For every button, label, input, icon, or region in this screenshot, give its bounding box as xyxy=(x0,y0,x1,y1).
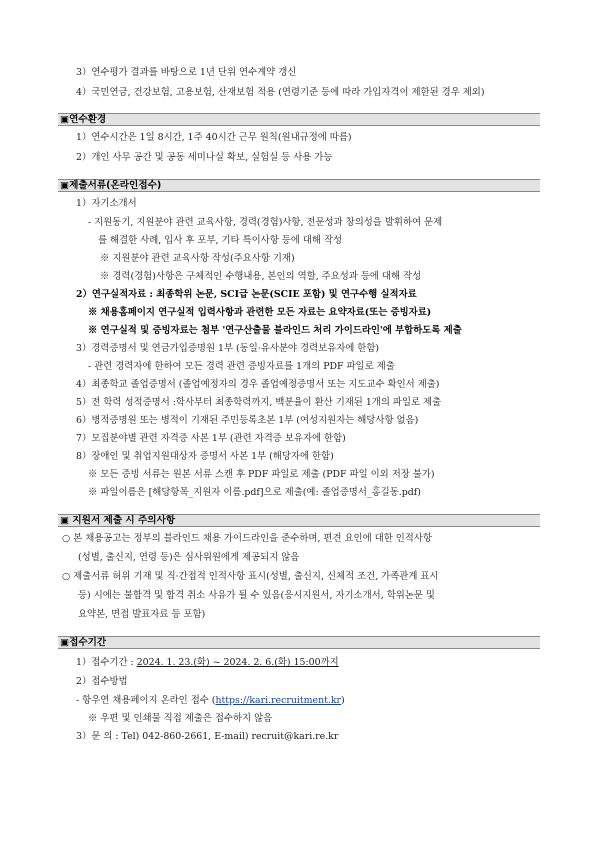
period-dates: 2024. 1. 23.(화) ~ 2024. 2. 6.(화) 15:00까지 xyxy=(136,657,339,668)
period-method-suffix: ) xyxy=(341,695,345,706)
environment-item-2: 2）개인 사무 공간 및 공동 세미나실 확보, 실험실 등 사용 가능 xyxy=(76,152,333,163)
section-header-documents: ▣제출서류(온라인접수) xyxy=(58,179,540,192)
caution-bullet-2-a: ○ 제출서류 허위 기재 및 직·간접적 인적사항 표시(성별, 출신지, 신체적 조건, 가족관계 표시 xyxy=(62,571,439,582)
documents-item-1-note-2: ※ 경력(경험)사항은 구체적인 수행내용, 본인의 역할, 주요성과 등에 대해 작성 xyxy=(100,271,422,282)
documents-item-2-note-2: ※ 연구실적 및 증빙자료는 첨부 '연구산출물 블라인드 처리 가이드라인'에 부합하도록 제출 xyxy=(88,325,462,336)
documents-item-2-note-1: ※ 채용홈페이지 연구실적 입력사항과 관련한 모든 자료는 요약자료(또는 증빙자료) xyxy=(88,307,432,318)
caution-bullet-1-b: (성별, 출신지, 연령 등)은 심사위원에게 제공되지 않음 xyxy=(78,552,300,563)
documents-item-4: 4）최종학교 졸업증명서 (졸업예정자의 경우 졸업예정증명서 또는 지도교수 확인서 제출) xyxy=(76,379,440,390)
period-item-1 xyxy=(76,656,339,669)
documents-item-1-dash-b: 를 해결한 사례, 입사 후 포부, 기타 특이사항 등에 대해 작성 xyxy=(98,235,343,246)
documents-item-1-note-1: ※ 지원분야 관련 교육사항 작성(주요사항 기재) xyxy=(100,253,295,264)
documents-item-3-dash: - 관련 경력자에 한하여 모든 경력 관련 증빙자료를 1개의 PDF 파일로 제출 xyxy=(88,361,395,372)
documents-note-b: ※ 파일이름은 [해당항목_지원자 이름.pdf]으로 제출(예: 졸업증명서_홍길동.pdf) xyxy=(88,487,421,498)
documents-item-1-dash-a: - 지원동기, 지원분야 관련 교육사항, 경력(경험)사항, 전문성과 창의성을 발휘하여 문제 xyxy=(88,217,443,228)
documents-note-a: ※ 모든 증빙 서류는 원본 서류 스캔 후 PDF 파일로 제출 (PDF 파일 이외 저장 불가) xyxy=(88,469,435,480)
documents-item-6: 6）병적증명원 또는 병적이 기재된 주민등록초본 1부 (여성지원자는 해당사항 없음) xyxy=(76,415,419,426)
documents-item-2: 2）연구실적자료 : 최종학위 논문, SCI급 논문(SCIE 포함) 및 연구수행 실적자료 xyxy=(76,289,417,300)
section-header-period: ▣접수기간 xyxy=(58,636,540,649)
caution-bullet-1-a: ○ 본 채용공고는 정부의 블라인드 채용 가이드라인을 준수하며, 편견 요인에 대한 인적사항 xyxy=(62,533,432,544)
documents-item-7: 7）모집분야별 관련 자격증 사본 1부 (관련 자격증 보유자에 한함) xyxy=(76,433,346,444)
documents-item-5: 5）전 학력 성적증명서 :학사부터 최종학력까지, 백분율이 환산 기재된 1개의 파일로 제출 xyxy=(76,397,442,408)
contract-item-4: 4）국민연금, 건강보험, 고용보험, 산재보험 적용 (연령기준 등에 따라 가입자격이 제한된 경우 제외) xyxy=(76,87,485,98)
period-method-prefix: - 항우연 채용페이지 온라인 접수 ( xyxy=(76,695,216,706)
contract-item-3: 3）연수평가 결과를 바탕으로 1년 단위 연수계약 갱신 xyxy=(76,67,297,78)
documents-item-3: 3）경력증명서 및 연금가입증명원 1부 (동일·유사분야 경력보유자에 한함) xyxy=(76,343,380,354)
environment-item-1: 1）연수시간은 1일 8시간, 1주 40시간 근무 원칙(원내규정에 따름) xyxy=(76,132,352,143)
period-item-3: 3）문 의 : Tel) 042-860-2661, E-mail) recruit@kari.re.kr xyxy=(76,731,339,742)
period-item-2-note: ※ 우편 및 인쇄물 직접 제출은 접수하지 않음 xyxy=(88,713,273,724)
section-header-environment: ▣연수환경 xyxy=(58,113,540,126)
section-header-caution: ▣ 지원서 제출 시 주의사항 xyxy=(58,514,540,527)
caution-bullet-2-b: 등) 시에는 불합격 및 합격 취소 사유가 될 수 있음(응시지원서, 자기소개서, 학위논문 및 xyxy=(78,590,435,601)
period-item-1-label: 1）접수기간 : xyxy=(76,657,137,668)
period-item-2-dash xyxy=(76,694,345,707)
documents-item-1: 1）자기소개서 xyxy=(76,198,137,209)
period-item-2: 2）접수방법 xyxy=(76,676,128,687)
documents-item-8: 8）장애인 및 취업지원대상자 증명서 사본 1부 (해당자에 한함) xyxy=(76,451,334,462)
caution-bullet-2-c: 요약본, 면접 발표자료 등 포함) xyxy=(78,609,206,620)
recruitment-link[interactable]: https://kari.recruitment.kr xyxy=(215,695,342,706)
